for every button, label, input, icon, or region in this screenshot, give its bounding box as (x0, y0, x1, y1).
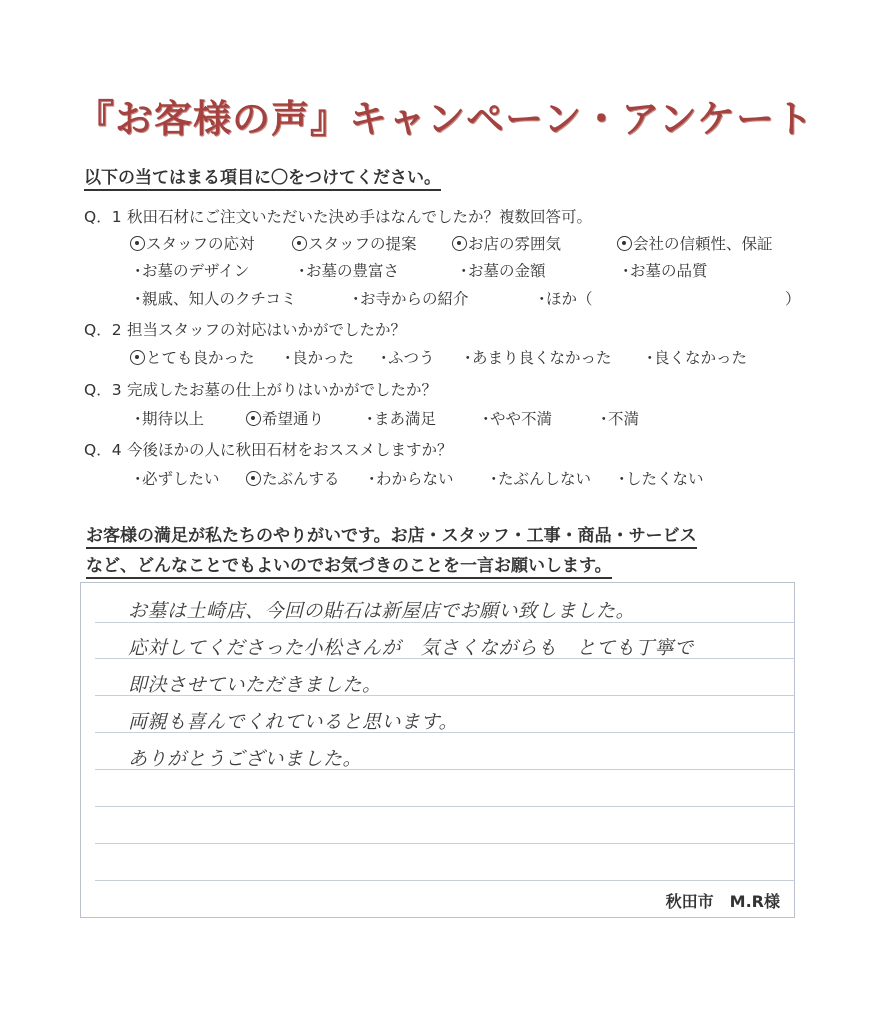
option-temple-referral[interactable]: ・お寺からの紹介 (348, 290, 469, 308)
handwritten-comment-line: 両親も喜んでくれていると思います。 (128, 711, 458, 733)
option-grave-variety[interactable]: ・お墓の豊富さ (294, 262, 400, 280)
option-average[interactable]: ・ふつう (376, 349, 435, 367)
question-4 (84, 438, 452, 460)
option-good[interactable]: ・良かった (280, 349, 355, 367)
option-company-reliability[interactable]: 会社の信頼性、保証 (617, 232, 773, 254)
option-very-good[interactable]: とても良かった (130, 346, 255, 368)
option-grave-design[interactable]: ・お墓のデザイン (130, 262, 250, 280)
handwritten-comment-line: 応対してくださった小松さんが 気さくながらも とても丁寧で (128, 637, 694, 659)
question-number: Q．4 (84, 441, 122, 459)
question-text: 完成したお墓の仕上がりはいかがでしたか？ (126, 381, 437, 399)
ruled-line (95, 806, 795, 807)
option-probably[interactable]: たぶんする (246, 467, 340, 489)
question-text: 担当スタッフの対応はいかがでしたか？ (126, 321, 406, 339)
ruled-line (95, 843, 795, 844)
option-somewhat-dissatisfied[interactable]: ・やや不満 (478, 410, 553, 428)
option-dont-know[interactable]: ・わからない (364, 470, 454, 488)
option-other-close: ） (785, 290, 801, 308)
ruled-line (95, 880, 795, 881)
question-text: 今後ほかの人に秋田石材をおススメしますか？ (126, 441, 453, 459)
check-mark-icon (246, 411, 261, 426)
survey-title: 『お客様の声』キャンペーン・アンケート (76, 97, 814, 141)
option-not-so-good[interactable]: ・あまり良くなかった (460, 349, 612, 367)
option-dissatisfied[interactable]: ・不満 (596, 410, 640, 428)
question-number: Q．3 (84, 381, 122, 399)
option-staff-proposal[interactable]: スタッフの提案 (292, 232, 417, 254)
check-mark-icon (130, 236, 145, 251)
handwritten-comment-line: 即決させていただきました。 (128, 674, 382, 696)
comment-prompt-line-1: お客様の満足が私たちのやりがいです。お店・スタッフ・工事・商品・サービス (86, 521, 697, 549)
option-definitely[interactable]: ・必ずしたい (130, 470, 220, 488)
check-mark-icon (452, 236, 467, 251)
customer-signature: 秋田市 M.R様 (665, 892, 780, 911)
question-2 (84, 318, 406, 340)
comment-prompt-line-2: など、どんなことでもよいのでお気づきのことを一言お願いします。 (86, 551, 612, 579)
question-text: 秋田石材にご注文いただいた決め手はなんでしたか？複数回答可。 (126, 208, 592, 226)
option-not-good[interactable]: ・良くなかった (642, 349, 748, 367)
option-beyond-expectation[interactable]: ・期待以上 (130, 410, 205, 428)
option-as-hoped[interactable]: 希望通り (246, 407, 324, 429)
option-staff-response[interactable]: スタッフの応対 (130, 232, 255, 254)
option-grave-quality[interactable]: ・お墓の品質 (618, 262, 708, 280)
check-mark-icon (246, 471, 261, 486)
option-grave-price[interactable]: ・お墓の金額 (456, 262, 546, 280)
question-number: Q．2 (84, 321, 122, 339)
option-probably-not[interactable]: ・たぶんしない (486, 470, 592, 488)
option-no-intention[interactable]: ・したくない (614, 470, 704, 488)
check-mark-icon (617, 236, 632, 251)
check-mark-icon (130, 350, 145, 365)
question-1 (84, 205, 592, 227)
option-store-atmosphere[interactable]: お店の雰囲気 (452, 232, 561, 254)
question-3 (84, 378, 437, 400)
option-fairly-satisfied[interactable]: ・まあ満足 (362, 410, 437, 428)
option-other[interactable]: ・ほか（ (534, 290, 593, 308)
handwritten-comment-line: お墓は土崎店、今回の貼石は新屋店でお願い致しました。 (128, 600, 636, 622)
check-mark-icon (292, 236, 307, 251)
handwritten-comment-line: ありがとうございました。 (128, 748, 363, 770)
question-number: Q．1 (84, 208, 122, 226)
instruction-text: 以下の当てはまる項目に〇をつけてください。 (84, 163, 441, 191)
option-word-of-mouth[interactable]: ・親戚、知人のクチコミ (130, 290, 297, 308)
